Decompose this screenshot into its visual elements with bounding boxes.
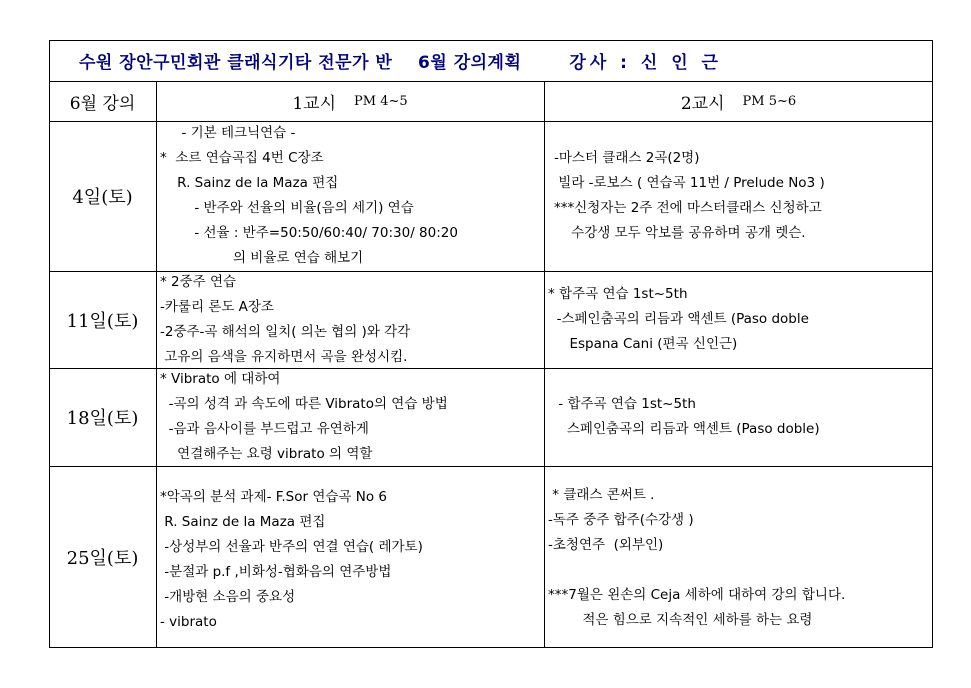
content-line: 수강생 모두 악보를 공유하며 공개 렛슨. <box>554 225 806 241</box>
content-line: -상성부의 선율과 반주의 연결 연습( 레가토) <box>160 539 423 555</box>
content-line: * 클래스 콘써트 . <box>548 487 655 503</box>
content-line: ***신청자는 2주 전에 마스터클래스 신청하고 <box>554 200 822 216</box>
content-line: * 2중주 연습 <box>160 273 237 290</box>
content-line: -2중주-곡 해석의 일치( 의논 협의 )와 각각 <box>160 323 411 340</box>
content-line: 빌라 -로보스 ( 연습곡 11번 / Prelude No3 ) <box>554 175 825 191</box>
header-period-2 <box>544 81 933 121</box>
table-row-date <box>49 121 156 271</box>
content-line: R. Sainz de la Maza 편집 <box>160 175 339 191</box>
content-line: * 합주곡 연습 1st~5th <box>548 286 688 302</box>
content-line: - 기본 테크닉연습 - <box>160 125 296 141</box>
content-line: -초청연주 (외부인) <box>548 537 664 553</box>
content-line: - 선율 : 반주=50:50/60:40/ 70:30/ 80:20 <box>160 225 458 241</box>
content-line: -곡의 성격 과 속도에 따른 Vibrato의 연습 방법 <box>160 396 448 412</box>
instructor-name: 강사 : 신 인 근 <box>569 53 722 73</box>
period-2-content <box>546 368 931 466</box>
date-label: 11일(토) <box>66 310 139 332</box>
period-2-content <box>546 121 931 271</box>
content-line <box>548 558 931 583</box>
content-line: -개방현 소음의 중요성 <box>160 589 296 605</box>
period-1-content <box>158 368 542 466</box>
table-row-date <box>49 368 156 466</box>
content-line: * 소르 연습곡집 4번 C장조 <box>160 150 324 166</box>
column-divider <box>544 81 545 648</box>
header-month-label: 6월 강의 <box>69 93 136 114</box>
content-line: - 반주와 선율의 비율(음의 세기) 연습 <box>160 200 414 216</box>
period-1-content <box>158 121 542 271</box>
content-line: 고유의 음색을 유지하면서 곡을 완성시킴. <box>160 348 408 365</box>
date-label: 4일(토) <box>72 187 133 208</box>
content-line: * Vibrato 에 대하여 <box>160 371 281 387</box>
content-line: 연결해주는 요령 vibrato 의 역할 <box>160 446 373 462</box>
content-line: -독주 중주 합주(수강생 ) <box>548 512 694 528</box>
content-line: -스페인춤곡의 리듬과 액센트 (Paso doble <box>548 311 809 327</box>
period-2-content <box>546 466 931 648</box>
content-line: - vibrato <box>160 614 217 630</box>
content-line: 의 비율로 연습 해보기 <box>160 250 364 266</box>
content-line: *악곡의 분석 과제- F.Sor 연습곡 No 6 <box>160 489 387 505</box>
table-row-date <box>49 466 156 648</box>
period-1-label: 1교시 <box>292 93 337 114</box>
content-line: -마스터 클래스 2곡(2명) <box>554 150 700 166</box>
content-line: ***7월은 왼손의 Ceja 세하에 대하여 강의 합니다. <box>548 587 846 603</box>
content-line: -카룰리 론도 A장조 <box>160 298 274 315</box>
content-line: Espana Cani (편곡 신인근) <box>548 336 738 352</box>
header-period-1 <box>156 81 544 121</box>
period-1-content <box>158 466 542 648</box>
content-line: -분절과 p.f ,비화성-협화음의 연주방법 <box>160 564 392 580</box>
header-month-lecture <box>49 81 156 121</box>
period-2-time: PM 5~6 <box>742 93 797 109</box>
content-line: R. Sainz de la Maza 편집 <box>160 514 326 530</box>
content-line: - 합주곡 연습 1st~5th <box>554 396 696 412</box>
date-label: 18일(토) <box>66 408 139 429</box>
content-line: 스페인춤곡의 리듬과 액센트 (Paso doble) <box>554 421 820 437</box>
table-row-date <box>49 271 156 368</box>
column-divider <box>156 81 157 648</box>
period-1-time: PM 4~5 <box>354 93 408 109</box>
period-1-content <box>158 271 542 368</box>
course-title: 수원 장안구민회관 클래식기타 전문가 반 6월 강의계획 <box>79 53 522 73</box>
content-line: 적은 힘으로 지속적인 세하를 하는 요령 <box>548 612 813 628</box>
content-line: -음과 음사이를 부드럽고 유연하게 <box>160 421 369 437</box>
date-label: 25일(토) <box>66 548 139 569</box>
period-2-content <box>546 271 931 368</box>
period-2-label: 2교시 <box>680 93 725 114</box>
